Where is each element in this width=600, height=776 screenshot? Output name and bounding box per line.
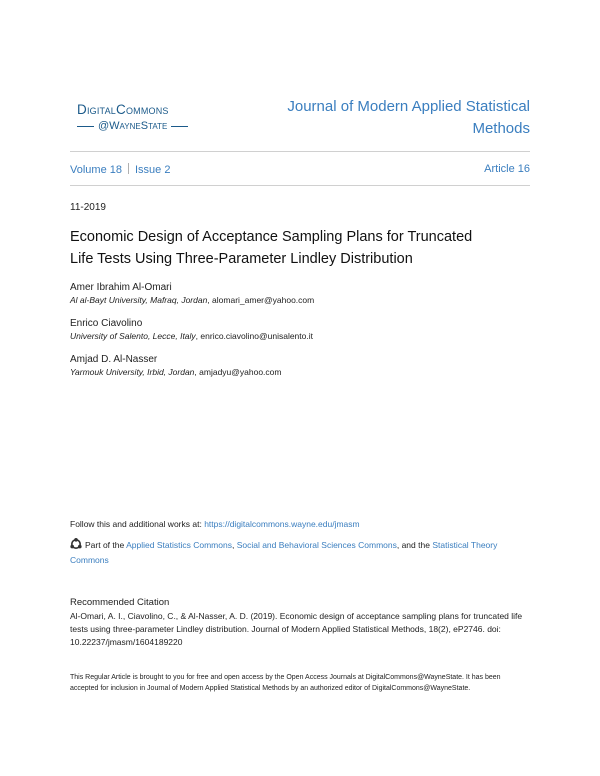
publication-date: 11-2019 (70, 202, 106, 213)
part-of-line (70, 538, 532, 568)
affiliation-text: University of Salento, Lecce, Italy (70, 331, 196, 341)
issue-separator (128, 163, 129, 174)
article-number[interactable]: Article 16 (484, 163, 530, 175)
logo-text-line2 (77, 119, 217, 133)
logo-wayne-text: @WayneState (98, 120, 168, 132)
recommended-citation-text: Al-Omari, A. I., Ciavolino, C., & Al-Nasser, A. D. (2019). Economic design of acceptance sampling plans for truncated life tests using three-parameter Lindley distribution. Journal of Modern Applied Statistical Methods, 18(2), eP2746. doi: 10.22237/jmasm/1604189220 (70, 611, 523, 647)
logo-text-line1: DigitalCommons (77, 102, 169, 117)
author-entry (70, 353, 530, 378)
issue-bar (70, 163, 530, 176)
author-name: Amjad D. Al-Nasser (70, 354, 158, 365)
author-list (70, 281, 530, 389)
partof-prefix: Part of the (85, 540, 127, 550)
issue-left (70, 163, 170, 176)
access-statement: This Regular Article is brought to you for free and open access by the Open Access Journals at DigitalCommons@WayneState. It has been accepted for inclusion in Journal of Modern Applied Statistical Methods by an authorized editor of DigitalCommons@WayneState. (70, 674, 501, 692)
paper-title-line1: Economic Design of Acceptance Sampling Plans for Truncated (70, 229, 473, 245)
logo-rule-right (171, 126, 188, 127)
partof-sep2: , and the (396, 540, 433, 550)
author-name: Enrico Ciavolino (70, 318, 143, 329)
author-affiliation: Yarmouk University, Irbid, Jordan, amjadyu@yahoo.com (70, 367, 282, 377)
paper-title (70, 226, 540, 270)
paper-title-line2: Life Tests Using Three-Parameter Lindley Distribution (70, 251, 413, 267)
author-email: enrico.ciavolino@unisalento.it (200, 331, 313, 341)
header-divider-bottom (70, 185, 530, 186)
statistical-theory-commons-link[interactable]: Statistical Theory Commons (70, 540, 498, 565)
journal-title-link[interactable] (230, 96, 530, 140)
header-divider-top (70, 151, 530, 152)
author-entry (70, 281, 530, 306)
journal-title-line2: Methods (472, 120, 530, 137)
network-icon (70, 538, 82, 550)
follow-prefix: Follow this and additional works at: (70, 519, 205, 529)
author-name: Amer Ibrahim Al-Omari (70, 282, 172, 293)
author-entry (70, 317, 530, 342)
social-behavioral-sciences-commons-link[interactable]: Social and Behavioral Sciences Commons (236, 540, 397, 550)
volume-link[interactable]: Volume 18 (70, 164, 122, 176)
recommended-citation-heading: Recommended Citation (70, 597, 170, 608)
logo-rule-left (77, 126, 94, 127)
author-email: alomari_amer@yahoo.com (212, 295, 315, 305)
digitalcommons-logo[interactable] (77, 102, 217, 133)
follow-url-link[interactable]: https://digitalcommons.wayne.edu/jmasm (204, 519, 360, 529)
author-affiliation: Al al-Bayt University, Mafraq, Jordan, alomari_amer@yahoo.com (70, 295, 315, 305)
affiliation-text: Yarmouk University, Irbid, Jordan (70, 367, 195, 377)
affiliation-text: Al al-Bayt University, Mafraq, Jordan (70, 295, 208, 305)
author-affiliation: University of Salento, Lecce, Italy, enrico.ciavolino@unisalento.it (70, 331, 313, 341)
applied-statistics-commons-link[interactable]: Applied Statistics Commons (126, 540, 232, 550)
partof-sep1: , (231, 540, 237, 550)
issue-link[interactable]: Issue 2 (134, 164, 171, 176)
journal-title-line1: Journal of Modern Applied Statistical (287, 98, 530, 115)
author-email: amjadyu@yahoo.com (199, 367, 282, 377)
follow-line (70, 519, 360, 529)
